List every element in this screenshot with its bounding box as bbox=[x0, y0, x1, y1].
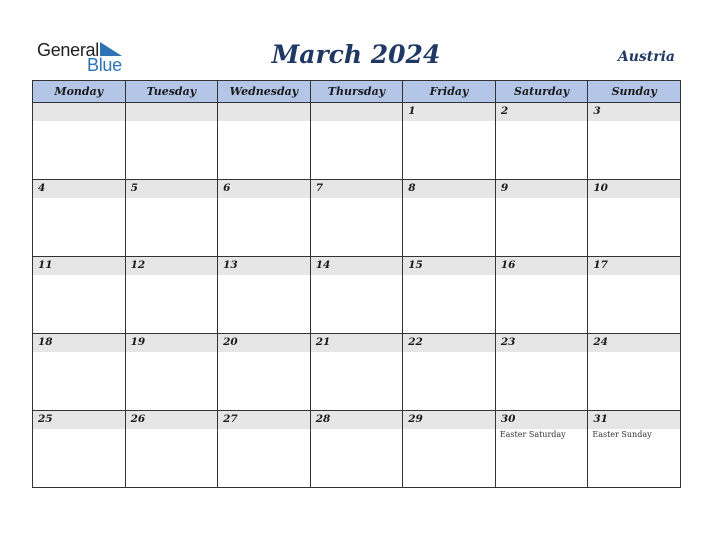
calendar-body bbox=[33, 103, 681, 488]
day-number: 25 bbox=[33, 411, 125, 429]
day-cell bbox=[218, 103, 311, 180]
day-cell bbox=[218, 334, 311, 411]
day-cell bbox=[495, 257, 588, 334]
day-cell bbox=[33, 334, 126, 411]
day-cell bbox=[403, 257, 496, 334]
day-number: 13 bbox=[218, 257, 310, 275]
holiday-label: Easter Sunday bbox=[592, 430, 652, 439]
day-cell bbox=[125, 334, 218, 411]
day-number: 4 bbox=[33, 180, 125, 198]
calendar-grid bbox=[32, 80, 681, 488]
day-number bbox=[218, 103, 310, 121]
day-number: 22 bbox=[403, 334, 495, 352]
day-cell bbox=[310, 334, 403, 411]
weekday-header: Thursday bbox=[310, 81, 403, 103]
day-number: 2 bbox=[496, 103, 588, 121]
week-row bbox=[33, 411, 681, 488]
day-cell bbox=[218, 411, 311, 488]
day-number: 8 bbox=[403, 180, 495, 198]
day-number: 30 bbox=[496, 411, 588, 429]
weekday-header: Monday bbox=[33, 81, 126, 103]
day-number: 6 bbox=[218, 180, 310, 198]
day-number: 9 bbox=[496, 180, 588, 198]
day-number: 15 bbox=[403, 257, 495, 275]
weekday-header-row bbox=[33, 81, 681, 103]
day-number: 27 bbox=[218, 411, 310, 429]
day-cell bbox=[495, 103, 588, 180]
day-number: 16 bbox=[496, 257, 588, 275]
day-cell bbox=[310, 103, 403, 180]
day-cell bbox=[33, 257, 126, 334]
day-cell bbox=[495, 180, 588, 257]
day-number: 21 bbox=[311, 334, 403, 352]
day-number: 7 bbox=[311, 180, 403, 198]
day-cell bbox=[125, 180, 218, 257]
day-number bbox=[311, 103, 403, 121]
weekday-header: Wednesday bbox=[218, 81, 311, 103]
day-cell bbox=[218, 257, 311, 334]
day-number: 14 bbox=[311, 257, 403, 275]
day-number: 23 bbox=[496, 334, 588, 352]
week-row bbox=[33, 257, 681, 334]
page-title: March 2024 bbox=[271, 40, 441, 69]
day-cell bbox=[588, 103, 681, 180]
day-cell bbox=[125, 257, 218, 334]
day-cell bbox=[588, 334, 681, 411]
day-cell bbox=[125, 103, 218, 180]
day-number: 20 bbox=[218, 334, 310, 352]
day-number: 26 bbox=[126, 411, 218, 429]
weekday-header: Saturday bbox=[495, 81, 588, 103]
day-number: 3 bbox=[588, 103, 680, 121]
day-cell bbox=[495, 334, 588, 411]
day-number: 31 bbox=[588, 411, 680, 429]
day-cell bbox=[33, 411, 126, 488]
day-cell bbox=[403, 411, 496, 488]
week-row bbox=[33, 180, 681, 257]
day-cell bbox=[495, 411, 588, 488]
day-number: 11 bbox=[33, 257, 125, 275]
week-row bbox=[33, 334, 681, 411]
day-number: 18 bbox=[33, 334, 125, 352]
day-number: 29 bbox=[403, 411, 495, 429]
day-number: 12 bbox=[126, 257, 218, 275]
day-cell bbox=[33, 103, 126, 180]
day-cell bbox=[588, 411, 681, 488]
day-cell bbox=[588, 180, 681, 257]
day-cell bbox=[310, 180, 403, 257]
logo-text-blue: Blue bbox=[87, 55, 122, 75]
logo-text-general: General bbox=[37, 40, 99, 60]
day-cell bbox=[218, 180, 311, 257]
day-cell bbox=[310, 257, 403, 334]
day-cell bbox=[125, 411, 218, 488]
country-label: Austria bbox=[617, 49, 675, 65]
day-number bbox=[33, 103, 125, 121]
day-cell bbox=[33, 180, 126, 257]
day-cell bbox=[588, 257, 681, 334]
day-number: 24 bbox=[588, 334, 680, 352]
week-row bbox=[33, 103, 681, 180]
weekday-header: Tuesday bbox=[125, 81, 218, 103]
day-number bbox=[126, 103, 218, 121]
day-number: 10 bbox=[588, 180, 680, 198]
day-number: 1 bbox=[403, 103, 495, 121]
day-cell bbox=[403, 180, 496, 257]
weekday-header: Friday bbox=[403, 81, 496, 103]
holiday-label: Easter Saturday bbox=[499, 430, 566, 439]
day-number: 5 bbox=[126, 180, 218, 198]
day-number: 17 bbox=[588, 257, 680, 275]
day-number: 19 bbox=[126, 334, 218, 352]
day-cell bbox=[403, 103, 496, 180]
day-cell bbox=[310, 411, 403, 488]
weekday-header: Sunday bbox=[588, 81, 681, 103]
day-number: 28 bbox=[311, 411, 403, 429]
day-cell bbox=[403, 334, 496, 411]
